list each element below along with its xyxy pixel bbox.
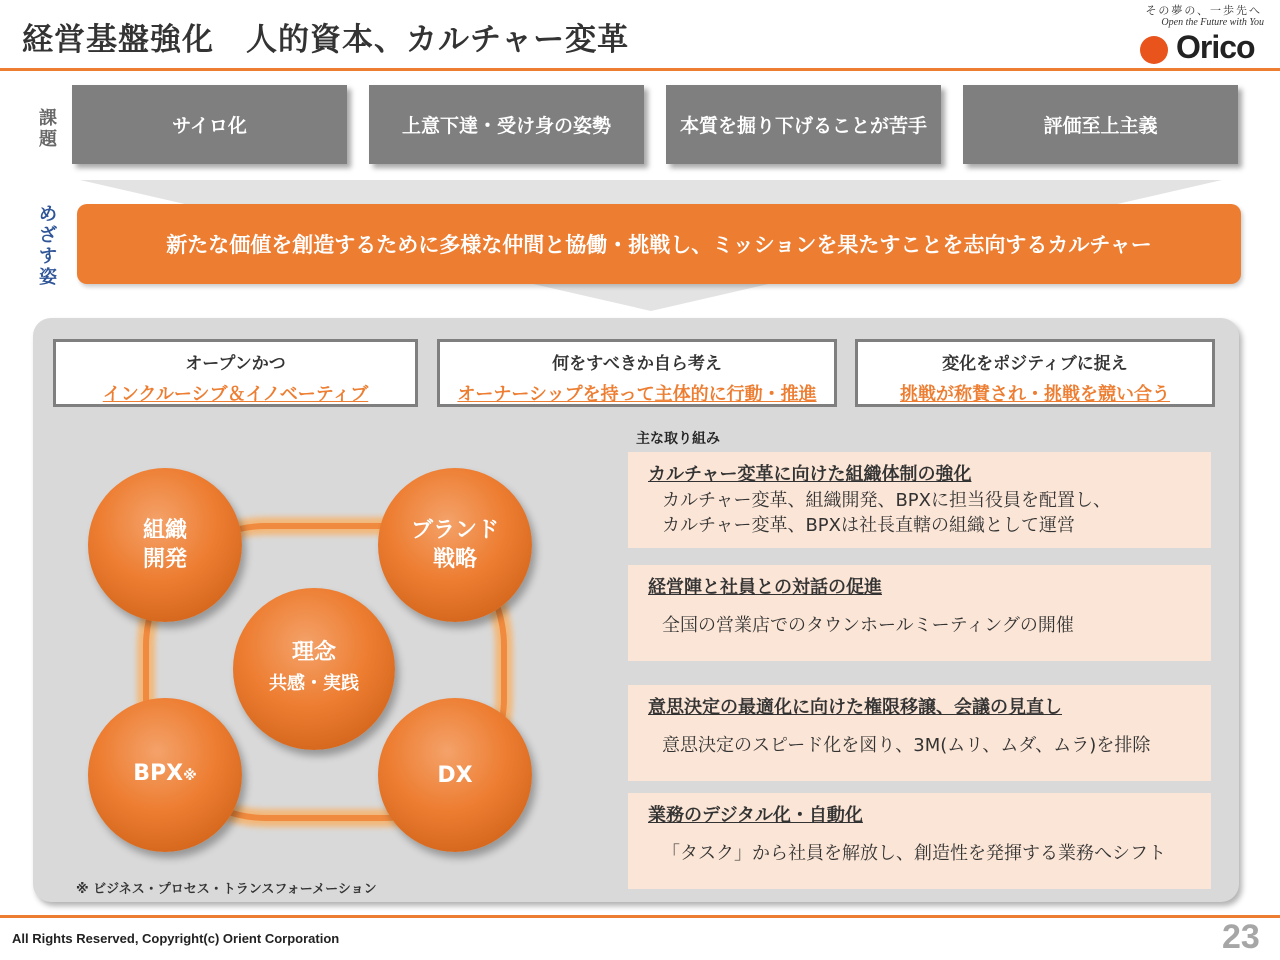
header-divider (0, 68, 1280, 71)
issue-box-silo: サイロ化 (72, 85, 347, 164)
initiative-text: 全国の営業店でのタウンホールミーティングの開催 (662, 615, 1074, 636)
value-line1: 変化をポジティブに捉え (942, 354, 1128, 374)
orico-logo-icon (1140, 36, 1168, 64)
initiatives-label: 主な取り組み (636, 431, 720, 447)
copyright: All Rights Reserved, Copyright(c) Orient Corporation (12, 931, 340, 946)
goal-banner: 新たな価値を創造するために多様な仲間と協働・挑戦し、ミッションを果たすことを志向するカルチャー (77, 204, 1241, 284)
issue-box-topdown: 上意下達・受け身の姿勢 (369, 85, 644, 164)
circle-philosophy (233, 588, 395, 750)
initiative-item (628, 685, 1211, 781)
tagline-en: Open the Future with You (1161, 17, 1264, 28)
value-line2: インクルーシブ＆イノベーティブ (102, 384, 369, 405)
footer-divider (0, 915, 1280, 918)
value-box-ownership (437, 339, 837, 407)
value-box-open (53, 339, 418, 407)
circle-label-line2: 戦略 (432, 547, 477, 572)
initiative-item (628, 452, 1211, 548)
initiative-text: カルチャー変革、BPXは社長直轄の組織として運営 (662, 515, 1075, 536)
footnote: ※ ビジネス・プロセス・トランスフォーメーション (76, 882, 377, 897)
circle-label-main: BPX (133, 761, 184, 786)
circle-label-mark: ※ (183, 768, 197, 784)
circle-label-line2: 共感・実践 (269, 672, 359, 694)
value-line2: オーナーシップを持って主体的に行動・推進 (457, 384, 817, 405)
circle-brand-strategy (378, 468, 532, 622)
initiative-heading: カルチャー変革に向けた組織体制の強化 (648, 464, 972, 485)
value-line2: 挑戦が称賛され・挑戦を競い合う (900, 384, 1170, 405)
initiative-heading: 業務のデジタル化・自動化 (648, 805, 863, 826)
circle-label-line1: DX (437, 762, 473, 788)
issue-box-depth: 本質を掘り下げることが苦手 (666, 85, 941, 164)
side-label-issues: 課題 (39, 108, 57, 150)
initiative-heading: 意思決定の最適化に向けた権限移譲、会議の見直し (648, 697, 1062, 718)
initiative-text: カルチャー変革、組織開発、BPXに担当役員を配置し、 (662, 490, 1111, 511)
tagline-jp: その夢の、一歩先へ (1145, 4, 1262, 17)
circle-dx (378, 698, 532, 852)
value-box-challenge (855, 339, 1215, 407)
initiative-item (628, 565, 1211, 661)
logo-text: Orico (1176, 29, 1255, 65)
circle-label-line1: 理念 (291, 639, 336, 665)
page-number: 23 (1222, 918, 1260, 956)
initiative-item (628, 793, 1211, 889)
circle-label-line1: 組織 (142, 518, 187, 543)
initiative-text: 意思決定のスピード化を図り、3M(ムリ、ムダ、ムラ)を排除 (662, 735, 1151, 756)
circle-label-line2: 開発 (142, 547, 187, 572)
initiative-heading: 経営陣と社員との対話の促進 (648, 577, 882, 598)
circle-label-line1: ブランド (410, 518, 499, 543)
value-line1: 何をすべきか自ら考え (552, 354, 722, 374)
issue-box-evaluation: 評価至上主義 (963, 85, 1238, 164)
side-label-goal: めざす姿 (39, 204, 57, 288)
circle-bpx (88, 698, 242, 852)
value-line1: オープンかつ (185, 354, 286, 374)
initiative-text: 「タスク」から社員を解放し、創造性を発揮する業務へシフト (662, 843, 1166, 864)
page-title: 経営基盤強化 人的資本、カルチャー変革 (22, 22, 630, 58)
circle-org-development (88, 468, 242, 622)
